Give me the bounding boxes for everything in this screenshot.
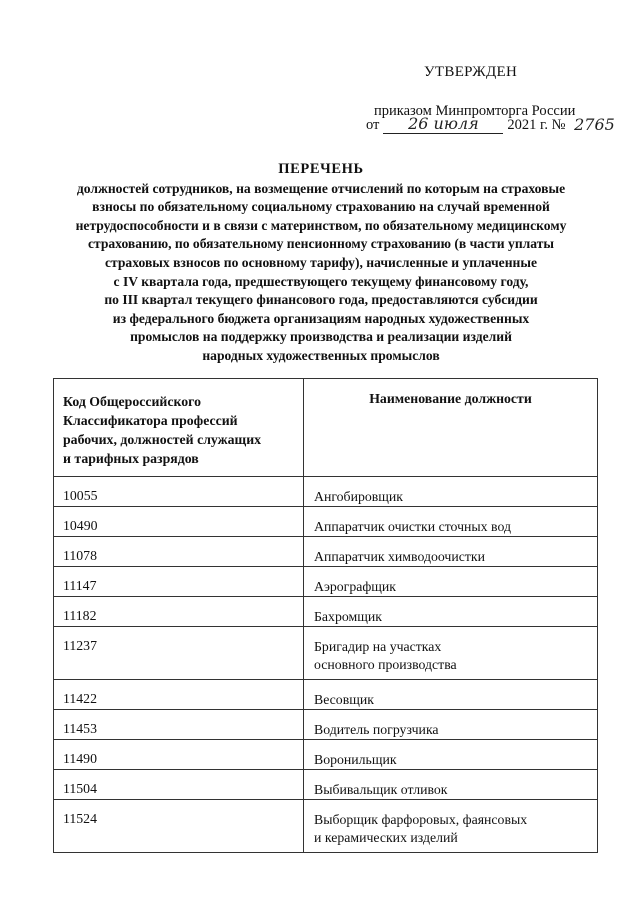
- title-line: народных художественных промыслов: [202, 347, 440, 363]
- position-name-line: Ангобировщик: [314, 489, 403, 504]
- approved-label: УТВЕРЖДЕН: [424, 64, 518, 80]
- year-number-label: 2021 г. №: [507, 117, 566, 133]
- title-line: по III квартал текущего финансового года, предоставляются субсидии: [104, 292, 538, 308]
- position-code: 10490: [54, 507, 304, 537]
- position-name: [304, 567, 598, 597]
- position-name-line: Выбивальщик отливок: [314, 782, 448, 797]
- table-row: [54, 627, 598, 680]
- date-prefix: от: [366, 117, 380, 133]
- position-name-line: Аэрографщик: [314, 579, 397, 594]
- header-code: [54, 379, 304, 477]
- position-name: [304, 477, 598, 507]
- table-row: [54, 800, 598, 853]
- position-name-line: Водитель погрузчика: [314, 722, 439, 737]
- position-name-line: Бригадир на участках: [314, 639, 442, 654]
- document-title: [36, 160, 606, 366]
- position-name-line: Весовщик: [314, 692, 374, 707]
- title-line: должностей сотрудников, на возмещение отчислений по которым на страховые: [76, 180, 566, 196]
- table-row: [54, 740, 598, 770]
- header-position-name: Наименование должности: [304, 379, 598, 477]
- position-name: [304, 770, 598, 800]
- title-text: [36, 180, 606, 366]
- header-code-line: и тарифных разрядов: [63, 451, 199, 466]
- order-date-line: [366, 115, 622, 134]
- header-code-line: рабочих, должностей служащих: [63, 432, 262, 447]
- position-name-line: Аппаратчик химводоочистки: [314, 549, 485, 564]
- table-row: [54, 680, 598, 710]
- position-code: 11453: [54, 710, 304, 740]
- position-code: 11078: [54, 537, 304, 567]
- position-name-line: и керамических изделий: [314, 830, 458, 845]
- table-body: [54, 477, 598, 853]
- title-heading: ПЕРЕЧЕНЬ: [278, 161, 364, 177]
- position-name-line: основного производства: [314, 657, 457, 672]
- table-row: [54, 477, 598, 507]
- position-code: 11524: [54, 800, 304, 853]
- title-line: промыслов на поддержку производства и реализации изделий: [130, 329, 512, 345]
- title-line: нетрудоспособности и в связи с материнством, по обязательному медицинскому: [75, 217, 567, 233]
- table-row: [54, 537, 598, 567]
- position-code: 10055: [54, 477, 304, 507]
- position-code: 11422: [54, 680, 304, 710]
- position-name: [304, 537, 598, 567]
- position-name: [304, 680, 598, 710]
- position-name: [304, 710, 598, 740]
- position-name: [304, 800, 598, 853]
- header-code-line: Классификатора профессий: [63, 413, 238, 428]
- position-name: [304, 740, 598, 770]
- position-name-line: Аппаратчик очистки сточных вод: [314, 519, 511, 534]
- position-code: 11504: [54, 770, 304, 800]
- title-line: с IV квартала года, предшествующего текущему финансовому году,: [113, 273, 529, 289]
- position-code: 11237: [54, 627, 304, 680]
- table-row: [54, 770, 598, 800]
- positions-table: [53, 378, 598, 853]
- handwritten-date: 26 июля: [383, 115, 503, 134]
- table-header-row: [54, 379, 598, 477]
- table-row: [54, 567, 598, 597]
- position-name: [304, 627, 598, 680]
- table-row: [54, 710, 598, 740]
- position-code: 11182: [54, 597, 304, 627]
- position-code: 11147: [54, 567, 304, 597]
- title-line: страхованию, по обязательному пенсионному страхованию (в части уплаты: [87, 236, 555, 252]
- table-row: [54, 597, 598, 627]
- handwritten-order-number: 2765: [574, 115, 615, 134]
- table-row: [54, 507, 598, 537]
- position-code: 11490: [54, 740, 304, 770]
- position-name-line: Воронильщик: [314, 752, 397, 767]
- position-name-line: Выборщик фарфоровых, фаянсовых: [314, 812, 528, 827]
- position-name: [304, 597, 598, 627]
- header-code-line: Код Общероссийского: [63, 394, 201, 409]
- title-line: взносы по обязательному социальному страхованию на случай временной: [92, 199, 550, 215]
- position-name-line: Бахромщик: [314, 609, 382, 624]
- order-reference: приказом Минпромторга России: [374, 103, 576, 119]
- title-line: страховых взносов по основному тарифу), начисленные и уплаченные: [104, 254, 538, 270]
- position-name: [304, 507, 598, 537]
- title-line: из федерального бюджета организациям народных художественных: [112, 310, 530, 326]
